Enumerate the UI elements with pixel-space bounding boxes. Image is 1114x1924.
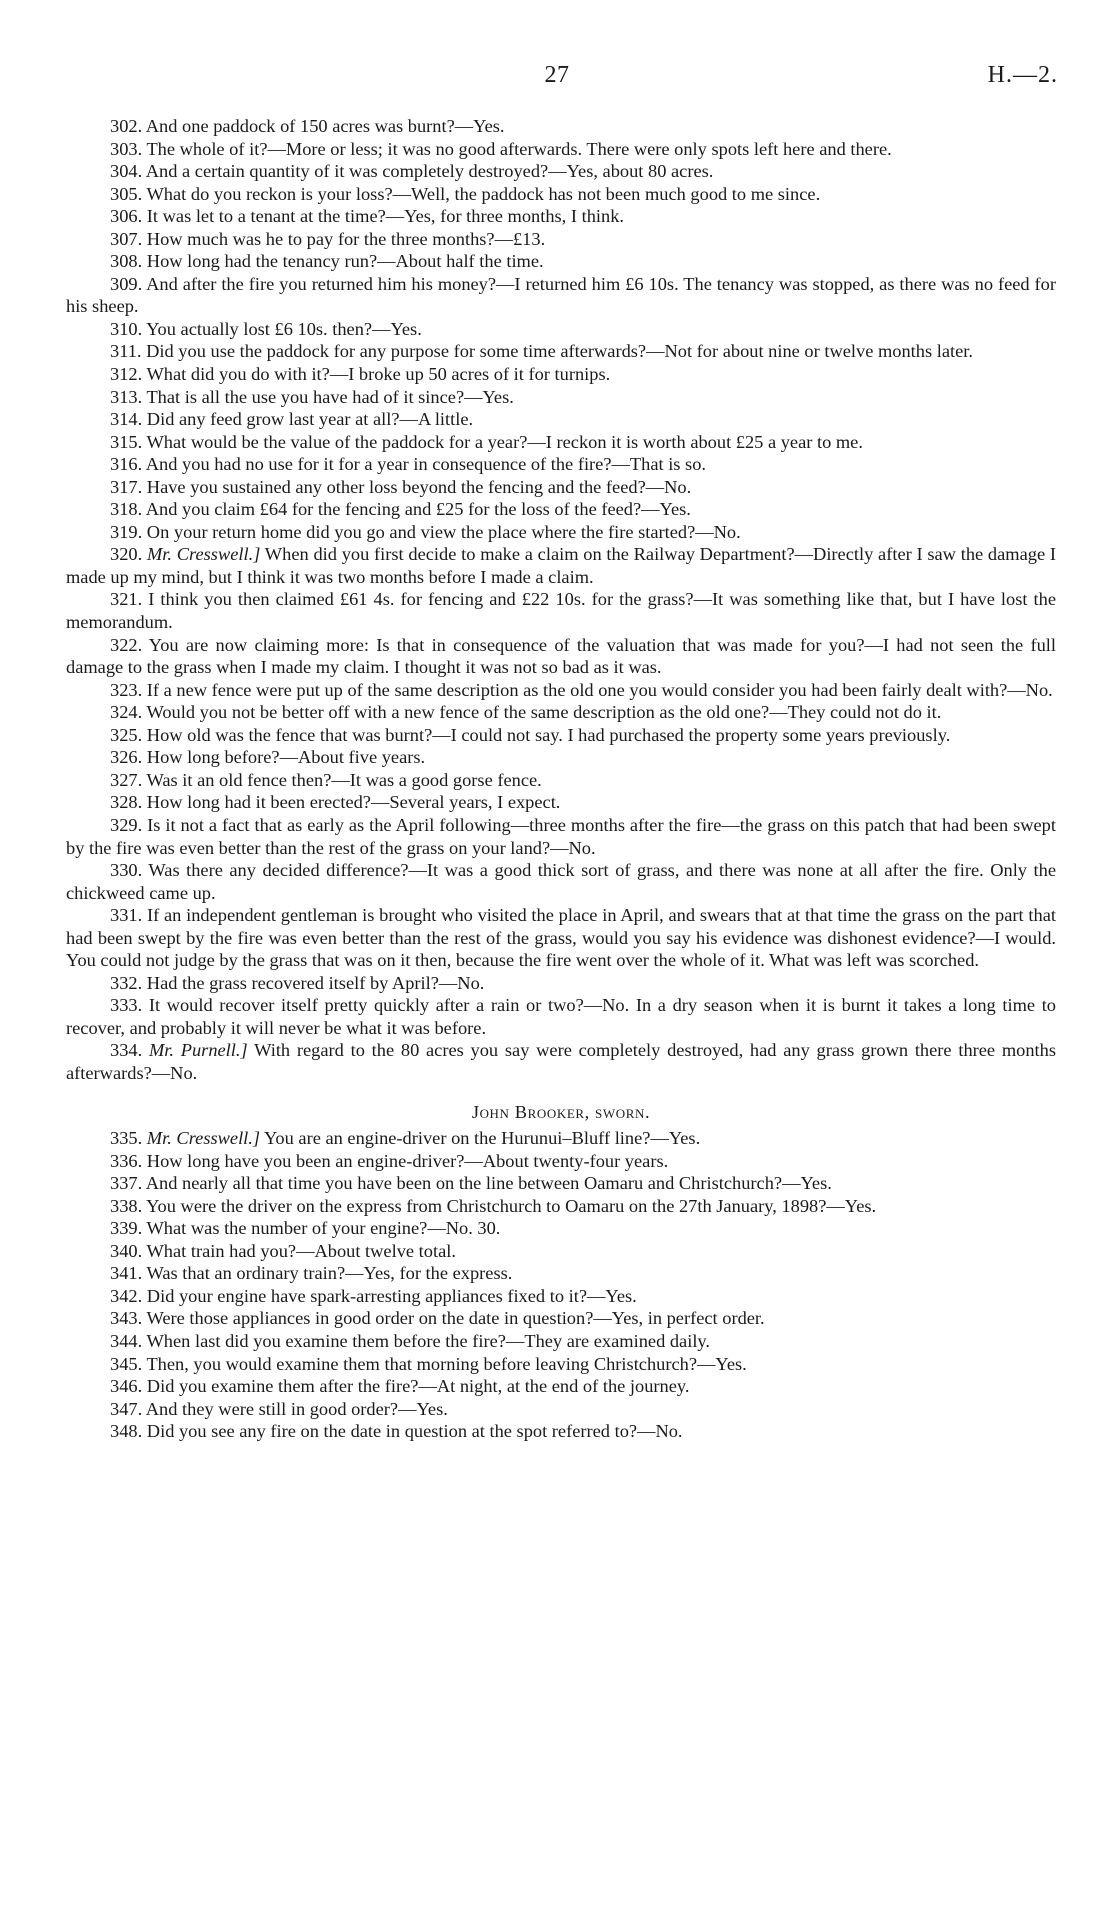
question-paragraph xyxy=(66,746,1056,769)
question-paragraph xyxy=(66,476,1056,499)
question-paragraph xyxy=(66,724,1056,747)
question-text: You are now claiming more: Is that in consequence of the valuation that was made for you?—I had not seen the full damage to the grass when I made my claim. I thought it was not so bad as it was. xyxy=(66,634,1056,678)
question-number: 304. xyxy=(110,161,143,182)
question-text: And a certain quantity of it was completely destroyed?—Yes, about 80 acres. xyxy=(145,161,714,182)
question-paragraph xyxy=(66,386,1056,409)
question-text: You actually lost £6 10s. then?—Yes. xyxy=(146,318,422,339)
question-text: Were those appliances in good order on the date in question?—Yes, in perfect order. xyxy=(146,1308,765,1329)
question-paragraph xyxy=(66,318,1056,341)
question-text: If a new fence were put up of the same description as the old one you would consider you had been fairly dealt with?—No. xyxy=(146,679,1053,700)
question-number: 306. xyxy=(110,206,143,227)
question-number: 327. xyxy=(110,769,143,790)
testimony-block-2 xyxy=(66,1127,1056,1443)
question-number: 324. xyxy=(110,702,143,723)
question-number: 328. xyxy=(110,792,143,813)
question-text: The whole of it?—More or less; it was no good afterwards. There were only spots left here and there. xyxy=(146,138,892,159)
question-text: Did your engine have spark-arresting appliances fixed to it?—Yes. xyxy=(146,1285,637,1306)
question-text: And you had no use for it for a year in consequence of the fire?—That is so. xyxy=(145,454,707,475)
question-text: And nearly all that time you have been on the line between Oamaru and Christchurch?—Yes. xyxy=(145,1173,832,1194)
question-text: Was that an ordinary train?—Yes, for the express. xyxy=(146,1263,513,1284)
question-paragraph xyxy=(66,1330,1056,1353)
question-paragraph xyxy=(66,138,1056,161)
question-text: And they were still in good order?—Yes. xyxy=(145,1398,448,1419)
question-number: 332. xyxy=(110,972,143,993)
question-number: 334. xyxy=(110,1040,143,1061)
question-number: 323. xyxy=(110,679,143,700)
document-reference: H.—2. xyxy=(987,62,1058,88)
question-paragraph xyxy=(66,679,1056,702)
page-body xyxy=(66,115,1056,1443)
question-paragraph xyxy=(66,115,1056,138)
question-text: And after the fire you returned him his money?—I returned him £6 10s. The tenancy was stopped, as there was no feed for his sheep. xyxy=(66,273,1056,317)
question-number: 343. xyxy=(110,1308,143,1329)
question-number: 311. xyxy=(110,341,142,362)
question-paragraph xyxy=(66,1420,1056,1443)
question-text: And you claim £64 for the fencing and £25 for the loss of the feed?—Yes. xyxy=(145,499,691,520)
question-paragraph xyxy=(66,453,1056,476)
question-text: What would be the value of the paddock for a year?—I reckon it is worth about £25 a year to me. xyxy=(146,431,863,452)
question-paragraph xyxy=(66,814,1056,859)
question-number: 313. xyxy=(110,386,143,407)
question-paragraph xyxy=(66,701,1056,724)
question-text: You were the driver on the express from Christchurch to Oamaru on the 27th January, 1898?—Yes. xyxy=(146,1195,877,1216)
question-paragraph xyxy=(66,1353,1056,1376)
question-text: It was let to a tenant at the time?—Yes, for three months, I think. xyxy=(146,206,625,227)
question-paragraph xyxy=(66,859,1056,904)
question-text: With regard to the 80 acres you say were completely destroyed, had any grass grown there three months afterwards?—No. xyxy=(66,1040,1056,1083)
question-number: 318. xyxy=(110,499,143,520)
question-number: 316. xyxy=(110,454,143,475)
question-text: How much was he to pay for the three months?—£13. xyxy=(146,228,546,249)
question-paragraph xyxy=(66,1195,1056,1218)
question-text: What do you reckon is your loss?—Well, the paddock has not been much good to me since. xyxy=(146,183,821,204)
question-number: 333. xyxy=(110,995,143,1016)
question-paragraph xyxy=(66,250,1056,273)
speaker-label: Mr. Cresswell.] xyxy=(146,544,261,565)
page-header xyxy=(0,58,1114,92)
question-number: 326. xyxy=(110,747,143,768)
question-paragraph xyxy=(66,1240,1056,1263)
question-number: 336. xyxy=(110,1150,143,1171)
page-number: 27 xyxy=(544,62,570,88)
question-number: 305. xyxy=(110,183,143,204)
question-text: And one paddock of 150 acres was burnt?—Yes. xyxy=(145,116,505,136)
question-number: 347. xyxy=(110,1398,143,1419)
question-text: On your return home did you go and view the place where the fire started?—No. xyxy=(146,521,741,542)
question-number: 309. xyxy=(110,273,143,294)
question-number: 348. xyxy=(110,1421,143,1442)
question-text: Is it not a fact that as early as the April following—three months after the fire—the grass on this patch that had been swept by the fire was even better than the rest of the grass on your land?—No. xyxy=(66,814,1056,858)
question-paragraph xyxy=(66,904,1056,972)
question-paragraph xyxy=(66,521,1056,544)
question-number: 341. xyxy=(110,1263,143,1284)
question-paragraph xyxy=(66,994,1056,1039)
question-number: 319. xyxy=(110,521,143,542)
question-paragraph xyxy=(66,1285,1056,1308)
question-number: 312. xyxy=(110,364,143,385)
question-number: 302. xyxy=(110,116,143,136)
witness-heading: John Brooker, sworn. xyxy=(471,1101,651,1122)
question-text: It would recover itself pretty quickly after a rain or two?—No. In a dry season when it is burnt it takes a long time to recover, and probably it will never be what it was before. xyxy=(66,995,1056,1038)
question-paragraph xyxy=(66,183,1056,206)
question-number: 337. xyxy=(110,1173,143,1194)
question-number: 322. xyxy=(110,634,143,655)
question-number: 331. xyxy=(110,905,143,926)
question-number: 346. xyxy=(110,1376,143,1397)
question-paragraph xyxy=(66,634,1056,679)
question-paragraph xyxy=(66,363,1056,386)
question-text: That is all the use you have had of it since?—Yes. xyxy=(146,386,514,407)
question-paragraph xyxy=(66,408,1056,431)
question-text: Would you not be better off with a new fence of the same description as the old one?—They could not do it. xyxy=(146,702,942,723)
question-number: 308. xyxy=(110,251,143,272)
question-text: How long had the tenancy run?—About half the time. xyxy=(146,251,544,272)
question-text: Did you examine them after the fire?—At night, at the end of the journey. xyxy=(146,1376,690,1397)
question-text: What train had you?—About twelve total. xyxy=(146,1240,456,1261)
question-number: 338. xyxy=(110,1195,143,1216)
question-number: 320. xyxy=(110,544,143,565)
question-paragraph xyxy=(66,228,1056,251)
question-paragraph xyxy=(66,1375,1056,1398)
question-text: When did you first decide to make a claim on the Railway Department?—Directly after I saw the damage I made up my mind, but I think it was two months before I made a claim. xyxy=(66,544,1056,587)
question-number: 314. xyxy=(110,409,143,430)
question-number: 329. xyxy=(110,814,143,835)
question-text: Was there any decided difference?—It was a good thick sort of grass, and there was none at all after the fire. Only the chickweed came up. xyxy=(66,860,1056,903)
question-paragraph xyxy=(66,340,1056,363)
speaker-label: Mr. Cresswell.] xyxy=(146,1128,261,1149)
question-text: If an independent gentleman is brought who visited the place in April, and swears that at that time the grass on the part that had been swept by the fire was even better than the rest of the grass, would you say his evidence was dishonest evidence?—I would. You could not judge by the grass that was on it then, because the fire went over the whole of it. What was left was scorched. xyxy=(66,905,1056,971)
question-text: Did you use the paddock for any purpose for some time afterwards?—Not for about nine or twelve months later. xyxy=(146,341,973,362)
question-text: Have you sustained any other loss beyond the fencing and the feed?—No. xyxy=(146,476,692,497)
question-text: Was it an old fence then?—It was a good gorse fence. xyxy=(146,769,542,790)
question-text: How long before?—About five years. xyxy=(146,747,426,768)
question-number: 339. xyxy=(110,1218,143,1239)
question-number: 321. xyxy=(110,589,143,610)
question-number: 345. xyxy=(110,1353,143,1374)
question-paragraph xyxy=(66,1039,1056,1084)
question-text: Did you see any fire on the date in question at the spot referred to?—No. xyxy=(146,1421,683,1442)
question-text: How long had it been erected?—Several years, I expect. xyxy=(146,792,561,813)
question-paragraph xyxy=(66,1150,1056,1173)
question-number: 315. xyxy=(110,431,143,452)
question-paragraph xyxy=(66,1172,1056,1195)
question-paragraph xyxy=(66,588,1056,633)
question-text: How long have you been an engine-driver?—About twenty-four years. xyxy=(146,1150,669,1171)
question-number: 310. xyxy=(110,318,143,339)
question-number: 340. xyxy=(110,1240,143,1261)
question-paragraph xyxy=(66,791,1056,814)
question-paragraph xyxy=(66,1398,1056,1421)
testimony-block-1 xyxy=(66,115,1056,1085)
question-paragraph xyxy=(66,1307,1056,1330)
question-text: When last did you examine them before the fire?—They are examined daily. xyxy=(146,1330,711,1351)
question-text: Did any feed grow last year at all?—A little. xyxy=(146,409,474,430)
question-number: 330. xyxy=(110,860,143,881)
question-paragraph xyxy=(66,1127,1056,1150)
question-number: 317. xyxy=(110,476,143,497)
question-number: 325. xyxy=(110,724,143,745)
question-paragraph xyxy=(66,1262,1056,1285)
question-text: You are an engine-driver on the Hurunui–Bluff line?—Yes. xyxy=(263,1128,701,1149)
question-text: How old was the fence that was burnt?—I could not say. I had purchased the property some years previously. xyxy=(146,724,951,745)
question-text: Then, you would examine them that morning before leaving Christchurch?—Yes. xyxy=(146,1353,747,1374)
question-paragraph xyxy=(66,498,1056,521)
question-paragraph xyxy=(66,273,1056,318)
speaker-label: Mr. Purnell.] xyxy=(148,1040,248,1061)
question-number: 307. xyxy=(110,228,143,249)
question-number: 342. xyxy=(110,1285,143,1306)
question-paragraph xyxy=(66,431,1056,454)
question-paragraph xyxy=(66,769,1056,792)
question-paragraph xyxy=(66,1217,1056,1240)
question-paragraph xyxy=(66,160,1056,183)
question-text: Had the grass recovered itself by April?—No. xyxy=(146,972,485,993)
question-paragraph xyxy=(66,205,1056,228)
question-text: What did you do with it?—I broke up 50 acres of it for turnips. xyxy=(146,364,611,385)
question-number: 335. xyxy=(110,1128,143,1149)
question-paragraph xyxy=(66,543,1056,588)
question-number: 344. xyxy=(110,1330,143,1351)
question-number: 303. xyxy=(110,138,143,159)
question-paragraph xyxy=(66,972,1056,995)
question-text: What was the number of your engine?—No. 30. xyxy=(146,1218,501,1239)
question-text: I think you then claimed £61 4s. for fencing and £22 10s. for the grass?—It was something like that, but I have lost the memorandum. xyxy=(66,589,1057,633)
